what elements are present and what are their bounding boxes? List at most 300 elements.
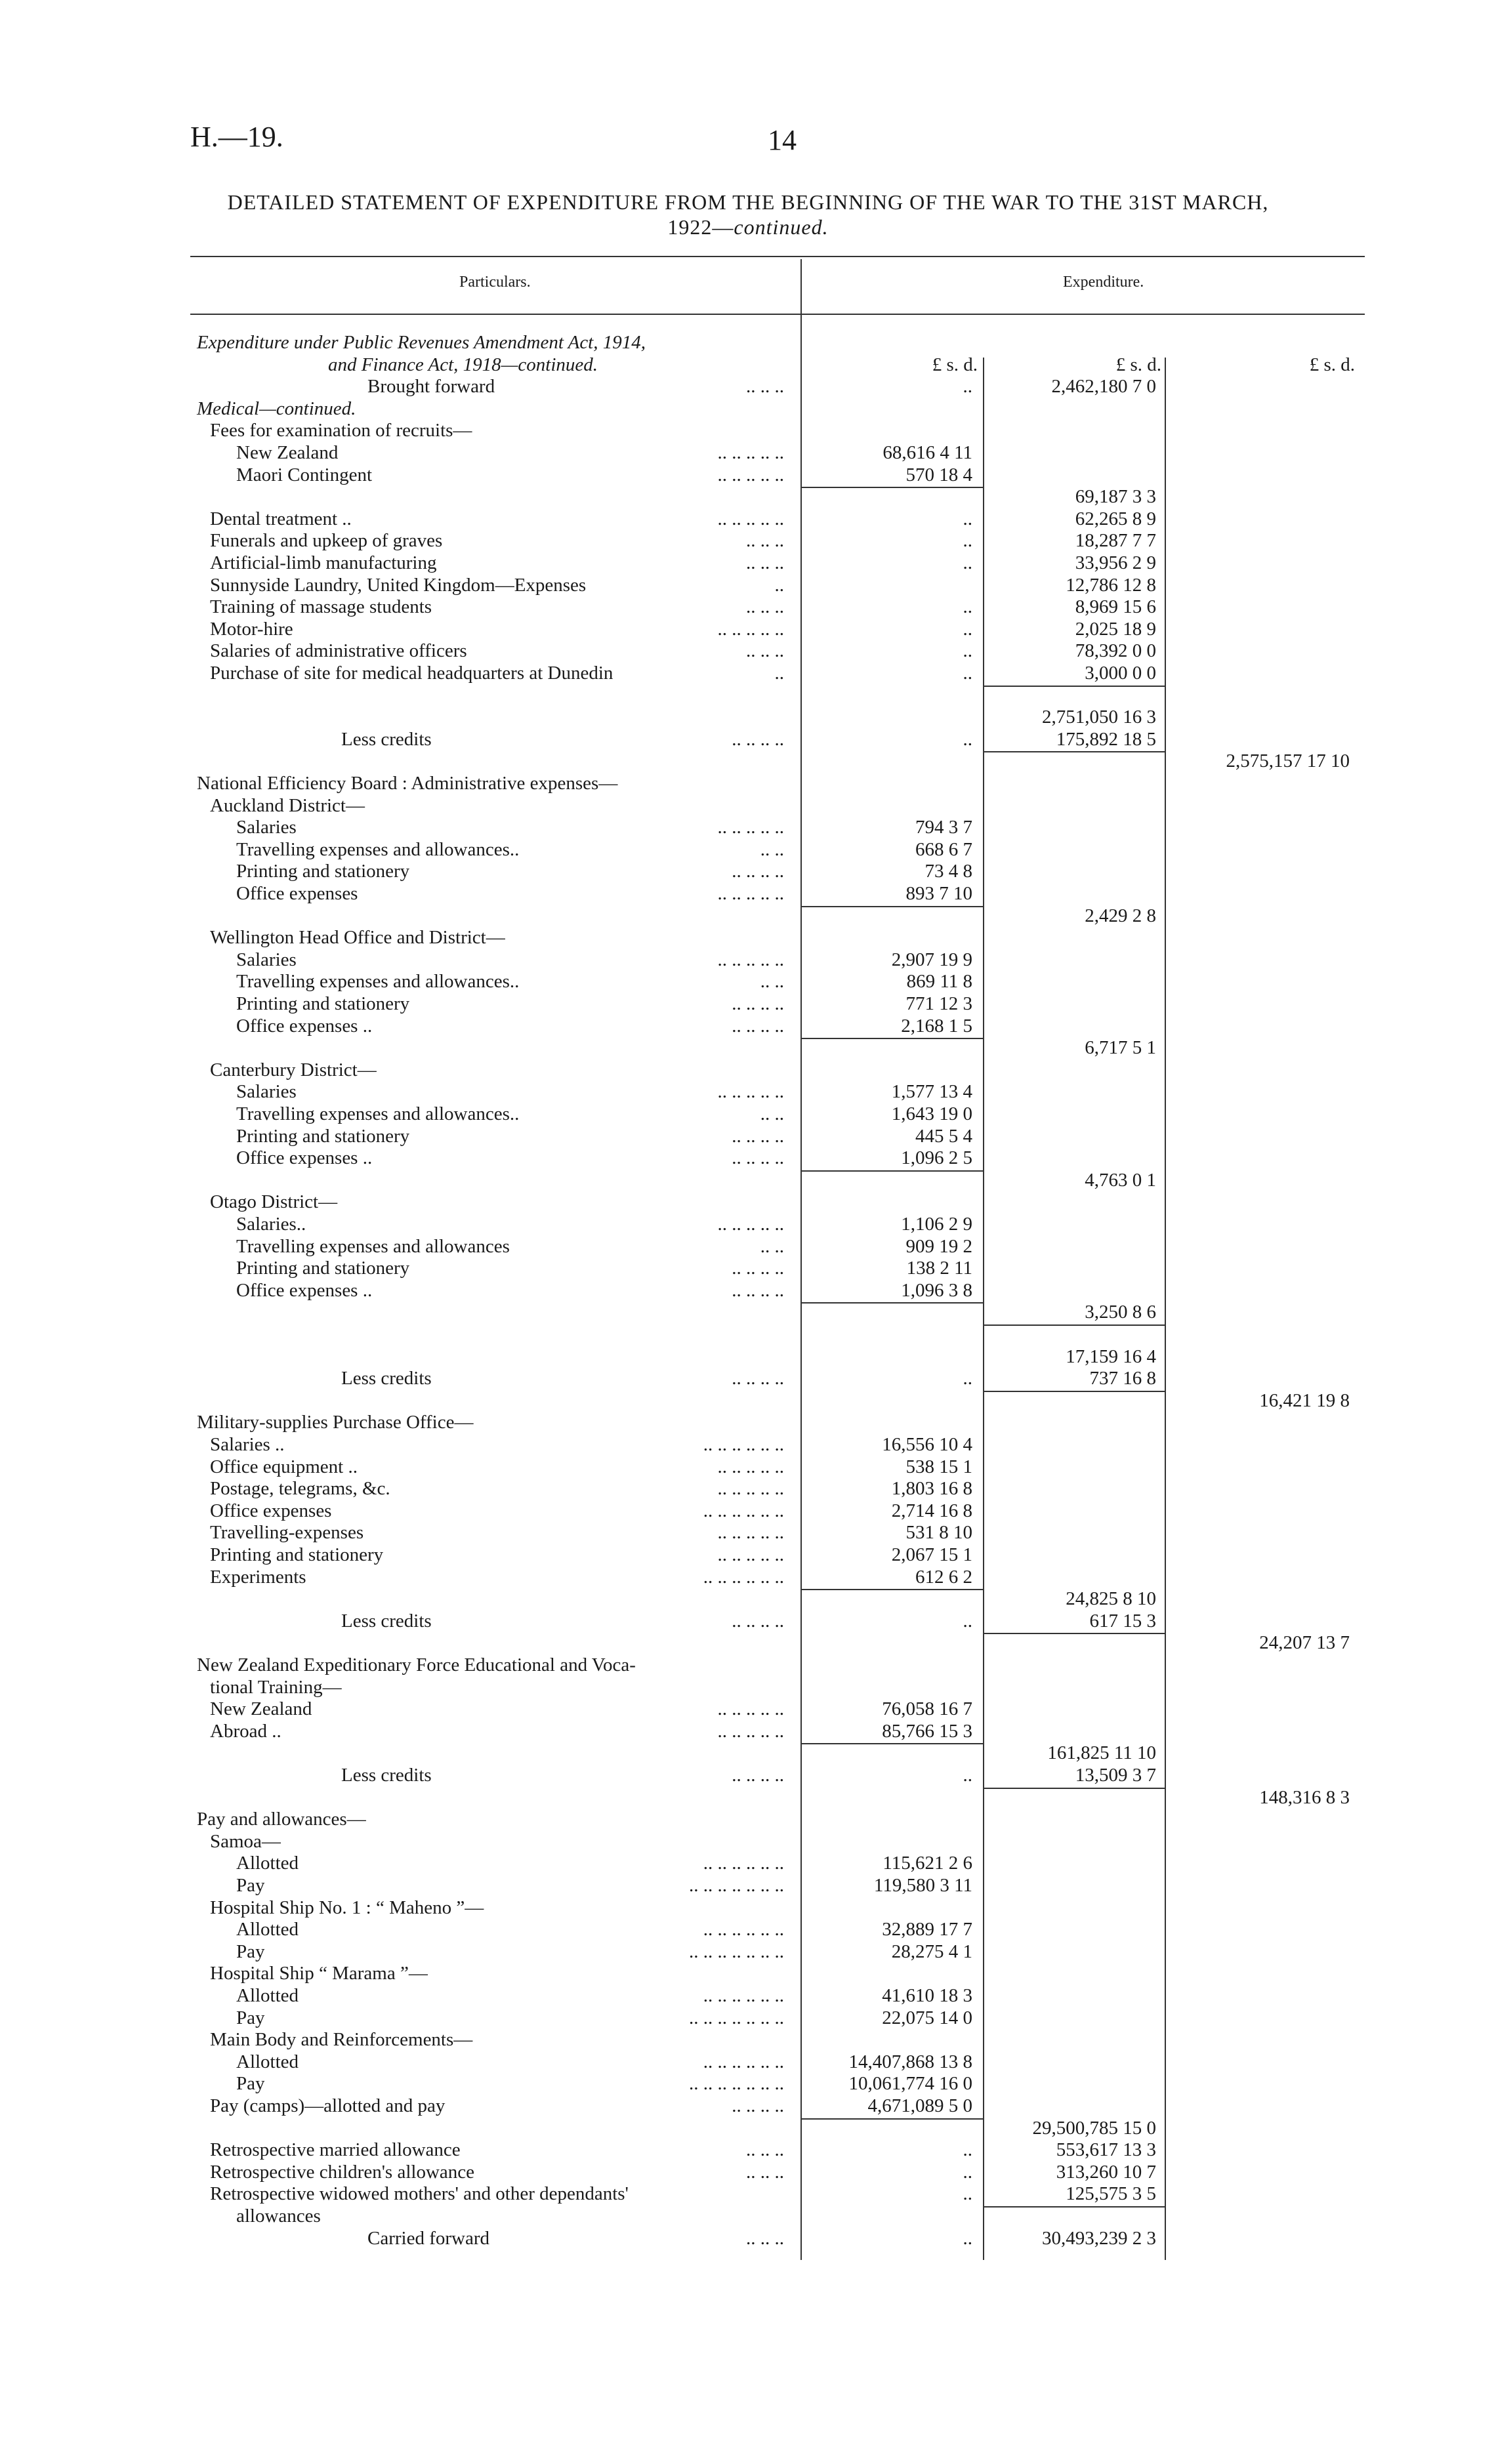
- table-row: [0, 354, 1496, 376]
- row-label: Maori Contingent: [236, 464, 373, 485]
- subtotal-amount: 125,575 3 5: [1066, 2183, 1156, 2205]
- detail-amount: 2,714 16 8: [891, 1500, 972, 1521]
- expenditure-header: Expenditure.: [1063, 274, 1144, 291]
- row-label: Postage, telegrams, &c.: [210, 1478, 390, 1500]
- row-label: Less credits: [341, 728, 432, 750]
- detail-amount: 85,766 15 3: [882, 1720, 972, 1742]
- table-row: [0, 838, 1496, 861]
- detail-amount: ..: [963, 2161, 972, 2183]
- detail-amount: ..: [963, 530, 972, 552]
- row-label: Office expenses ..: [236, 1279, 373, 1301]
- row-label: Main Body and Reinforcements—: [210, 2029, 473, 2051]
- row-label: Travelling expenses and allowances: [236, 1235, 510, 1257]
- row-label: Allotted: [236, 1985, 299, 2006]
- leader-dots: .. .. .. ..: [732, 1279, 784, 1301]
- leader-dots: .. .. .. .. ..: [717, 618, 784, 640]
- leader-dots: .. .. .. .. .. .. ..: [689, 2073, 784, 2095]
- subtotal-amount: 6,717 5 1: [1085, 1037, 1156, 1059]
- detail-amount: 2,168 1 5: [901, 1015, 972, 1037]
- table-row: [0, 2161, 1496, 2183]
- detail-amount: 16,556 10 4: [882, 1434, 972, 1455]
- detail-amount: 445 5 4: [915, 1125, 972, 1147]
- row-label: Expenditure under Public Revenues Amendment Act, 1914,: [197, 332, 646, 353]
- row-label: Hospital Ship No. 1 : “ Maheno ”—: [210, 1897, 484, 1918]
- row-label: Hospital Ship “ Marama ”—: [210, 1963, 428, 1984]
- leader-dots: .. .. .. .. ..: [717, 1698, 784, 1720]
- detail-amount: ..: [963, 728, 972, 750]
- leader-dots: .. .. .. .. .. .. ..: [689, 2007, 784, 2028]
- row-label: Printing and stationery: [210, 1544, 384, 1565]
- row-label: Salaries: [236, 1081, 297, 1103]
- leader-dots: .. .. .. .. ..: [717, 464, 784, 485]
- leader-dots: .. ..: [760, 971, 784, 993]
- leader-dots: .. .. .. ..: [732, 1368, 784, 1389]
- leader-dots: .. .. .. ..: [732, 1015, 784, 1037]
- row-label: Dental treatment ..: [210, 508, 352, 529]
- row-label: Office expenses: [210, 1500, 332, 1521]
- table-row: [0, 1213, 1496, 1235]
- table-row: [0, 1345, 1496, 1368]
- table-row: [0, 1080, 1496, 1103]
- detail-amount: ..: [963, 1610, 972, 1632]
- row-label: Carried forward: [367, 2227, 489, 2249]
- row-label: Salaries: [236, 949, 297, 970]
- table-row: [0, 508, 1496, 530]
- detail-amount: 68,616 4 11: [883, 442, 972, 463]
- subtotal-amount: 2,462,180 7 0: [1051, 376, 1156, 398]
- total-amount: 2,575,157 17 10: [1226, 750, 1350, 772]
- detail-amount: 893 7 10: [905, 883, 972, 904]
- table-row: [0, 949, 1496, 971]
- subtotal-amount: 2,751,050 16 3: [1042, 707, 1156, 728]
- row-label: Salaries..: [236, 1214, 306, 1235]
- subtotal-amount: 3,250 8 6: [1085, 1302, 1156, 1323]
- leader-dots: .. .. .. .. ..: [717, 442, 784, 463]
- leader-dots: .. .. .. ..: [732, 1258, 784, 1279]
- table-row: [0, 1037, 1496, 1059]
- row-label: Retrospective widowed mothers' and other dependants': [210, 2183, 629, 2205]
- detail-amount: ..: [963, 508, 972, 529]
- leader-dots: .. .. .. ..: [732, 1147, 784, 1169]
- table-row: [0, 2051, 1496, 2073]
- row-label: Auckland District—: [210, 794, 365, 816]
- table-row: [0, 1676, 1496, 1698]
- pence-label: d.: [1147, 354, 1161, 375]
- row-label: Wellington Head Office and District—: [210, 927, 505, 949]
- leader-dots: .. .. .. ..: [732, 1765, 784, 1786]
- table-row: [0, 1874, 1496, 1897]
- total-amount: 16,421 19 8: [1259, 1389, 1350, 1411]
- currency-header-c1: [806, 354, 978, 376]
- detail-amount: 1,096 2 5: [901, 1147, 972, 1169]
- row-label: Travelling expenses and allowances..: [236, 971, 520, 993]
- shillings-label: s.: [1323, 354, 1336, 375]
- row-label: Brought forward: [367, 376, 495, 398]
- row-label: New Zealand: [210, 1698, 312, 1720]
- detail-amount: 1,096 3 8: [901, 1279, 972, 1301]
- detail-amount: 28,275 4 1: [891, 1940, 972, 1962]
- table-row: [0, 2205, 1496, 2227]
- table-row: [0, 1015, 1496, 1037]
- detail-amount: 668 6 7: [915, 838, 972, 860]
- row-label: Travelling expenses and allowances..: [236, 838, 520, 860]
- table-row: [0, 1279, 1496, 1302]
- subtotal-amount: 69,187 3 3: [1075, 486, 1156, 508]
- table-row: [0, 596, 1496, 618]
- detail-amount: 1,803 16 8: [891, 1478, 972, 1500]
- leader-dots: .. .. .. .. ..: [717, 883, 784, 904]
- leader-dots: .. .. .. .. ..: [717, 1478, 784, 1500]
- table-row: [0, 1610, 1496, 1632]
- row-label: Military-supplies Purchase Office—: [197, 1412, 474, 1433]
- row-label: Otago District—: [210, 1191, 338, 1213]
- row-label: Allotted: [236, 1919, 299, 1940]
- row-label: Funerals and upkeep of graves: [210, 530, 443, 552]
- table-row: [0, 331, 1496, 354]
- subtotal-amount: 62,265 8 9: [1075, 508, 1156, 529]
- leader-dots: .. .. .. .. .. ..: [703, 1500, 784, 1521]
- row-label: Samoa—: [210, 1830, 281, 1852]
- table-row: [0, 1191, 1496, 1213]
- header-rule: [190, 314, 1365, 315]
- detail-amount: ..: [963, 2183, 972, 2205]
- table-row: [0, 2028, 1496, 2051]
- detail-amount: ..: [963, 596, 972, 618]
- pence-label: d.: [963, 354, 978, 375]
- subtotal-amount: 24,825 8 10: [1066, 1588, 1156, 1610]
- title-continued: continued.: [734, 215, 829, 239]
- row-label: National Efficiency Board : Administrative expenses—: [197, 773, 618, 794]
- row-label: Less credits: [341, 1765, 432, 1786]
- particulars-header: Particulars.: [459, 274, 531, 291]
- detail-amount: 10,061,774 16 0: [848, 2073, 972, 2095]
- detail-amount: ..: [963, 376, 972, 398]
- table-row: [0, 1169, 1496, 1191]
- table-row: [0, 1323, 1496, 1345]
- table-row: [0, 1389, 1496, 1412]
- leader-dots: .. .. .. .. ..: [717, 1720, 784, 1742]
- leader-dots: .. .. .. ..: [732, 1125, 784, 1147]
- table-row: [0, 1257, 1496, 1279]
- detail-amount: 41,610 18 3: [882, 1985, 972, 2006]
- table-row: [0, 1632, 1496, 1654]
- row-label: Printing and stationery: [236, 1258, 410, 1279]
- detail-amount: 138 2 11: [906, 1258, 972, 1279]
- table-row: [0, 441, 1496, 464]
- table-row: [0, 1433, 1496, 1456]
- table-row: [0, 662, 1496, 684]
- row-label: Travelling expenses and allowances..: [236, 1103, 520, 1124]
- subtotal-amount: 617 15 3: [1089, 1610, 1156, 1632]
- table-row: [0, 2007, 1496, 2029]
- row-label: Less credits: [341, 1610, 432, 1632]
- table-row: [0, 816, 1496, 838]
- subtotal-amount: 2,025 18 9: [1075, 618, 1156, 640]
- detail-amount: 73 4 8: [925, 861, 972, 882]
- row-label: Pay: [236, 2007, 265, 2028]
- row-label: New Zealand Expeditionary Force Educational and Voca-: [197, 1654, 636, 1675]
- detail-amount: 612 6 2: [915, 1566, 972, 1588]
- row-label: Abroad ..: [210, 1720, 281, 1742]
- row-label: Office expenses ..: [236, 1015, 373, 1037]
- leader-dots: .. .. ..: [746, 2161, 784, 2183]
- row-label: Printing and stationery: [236, 1125, 410, 1147]
- subtotal-amount: 553,617 13 3: [1056, 2139, 1156, 2161]
- detail-amount: 909 19 2: [905, 1235, 972, 1257]
- table-row: [0, 1654, 1496, 1676]
- table-row: [0, 993, 1496, 1015]
- leader-dots: .. .. .. .. ..: [717, 1081, 784, 1103]
- table-row: [0, 574, 1496, 596]
- table-row: [0, 1059, 1496, 1081]
- leader-dots: .. .. .. .. .. ..: [703, 2051, 784, 2072]
- table-row: [0, 1764, 1496, 1786]
- table-row: [0, 2072, 1496, 2095]
- table-row: [0, 419, 1496, 441]
- detail-amount: 2,907 19 9: [891, 949, 972, 970]
- table-row: [0, 1808, 1496, 1830]
- detail-amount: 1,577 13 4: [891, 1081, 972, 1103]
- row-label: Retrospective married allowance: [210, 2139, 461, 2161]
- table-row: [0, 1456, 1496, 1478]
- table-row: [0, 1411, 1496, 1433]
- table-row: [0, 618, 1496, 640]
- pound-sign: £: [1115, 354, 1126, 375]
- shillings-label: s.: [946, 354, 959, 375]
- row-label: Motor-hire: [210, 618, 293, 640]
- detail-amount: 869 11 8: [906, 971, 972, 993]
- table-row: [0, 970, 1496, 993]
- detail-amount: 1,106 2 9: [901, 1214, 972, 1235]
- table-row: [0, 398, 1496, 420]
- row-label: Fees for examination of recruits—: [210, 420, 472, 441]
- detail-amount: ..: [963, 663, 972, 684]
- table-row: [0, 882, 1496, 905]
- leader-dots: .. .. .. .. ..: [717, 1214, 784, 1235]
- total-amount: 24,207 13 7: [1259, 1632, 1350, 1654]
- leader-dots: .. .. .. ..: [732, 2095, 784, 2116]
- statement-title-continued: [0, 215, 1496, 239]
- subtotal-amount: 4,763 0 1: [1085, 1169, 1156, 1191]
- row-label: Pay (camps)—allotted and pay: [210, 2095, 446, 2116]
- row-label: Salaries of administrative officers: [210, 640, 467, 662]
- detail-amount: ..: [963, 2227, 972, 2249]
- leader-dots: .. .. .. .. ..: [717, 1544, 784, 1565]
- table-row: [0, 1367, 1496, 1389]
- row-label: Allotted: [236, 1853, 299, 1874]
- subtotal-amount: 313,260 10 7: [1056, 2161, 1156, 2183]
- row-label: Experiments: [210, 1566, 306, 1588]
- table-row: [0, 1500, 1496, 1522]
- table-row: [0, 750, 1496, 772]
- leader-dots: ..: [774, 663, 784, 684]
- subtotal-amount: 18,287 7 7: [1075, 530, 1156, 552]
- subtotal-amount: 3,000 0 0: [1085, 663, 1156, 684]
- table-row: [0, 684, 1496, 707]
- table-row: [0, 1918, 1496, 1940]
- table-row: [0, 2227, 1496, 2249]
- table-row: [0, 1786, 1496, 1809]
- detail-amount: 570 18 4: [905, 464, 972, 485]
- row-label: Printing and stationery: [236, 861, 410, 882]
- row-label: Travelling-expenses: [210, 1522, 364, 1544]
- row-label: and Finance Act, 1918—continued.: [328, 354, 598, 375]
- subtotal-amount: 78,392 0 0: [1075, 640, 1156, 662]
- title-year: 1922—: [667, 215, 734, 239]
- row-label: Salaries ..: [210, 1434, 285, 1455]
- pence-label: d.: [1340, 354, 1355, 375]
- subtotal-amount: 737 16 8: [1089, 1368, 1156, 1389]
- table-row: [0, 464, 1496, 486]
- table-row: [0, 1103, 1496, 1125]
- detail-amount: ..: [963, 618, 972, 640]
- currency-header-c2: [989, 354, 1161, 376]
- subtotal-amount: 30,493,239 2 3: [1042, 2227, 1156, 2249]
- row-label: Pay: [236, 2073, 265, 2095]
- table-row: [0, 1125, 1496, 1147]
- detail-amount: 794 3 7: [915, 817, 972, 838]
- leader-dots: .. .. .. ..: [732, 728, 784, 750]
- top-rule: [190, 256, 1365, 257]
- pound-sign: £: [1309, 354, 1319, 375]
- row-label: Canterbury District—: [210, 1059, 377, 1080]
- detail-amount: 119,580 3 11: [873, 1875, 972, 1896]
- leader-dots: .. .. ..: [746, 2139, 784, 2161]
- table-row: [0, 1984, 1496, 2007]
- table-row: [0, 485, 1496, 508]
- subtotal-amount: 8,969 15 6: [1075, 596, 1156, 618]
- table-row: [0, 706, 1496, 728]
- table-row: [0, 2095, 1496, 2117]
- detail-amount: 22,075 14 0: [882, 2007, 972, 2028]
- leader-dots: .. .. ..: [746, 552, 784, 573]
- shillings-label: s.: [1130, 354, 1142, 375]
- detail-amount: ..: [963, 1765, 972, 1786]
- table-row: [0, 1852, 1496, 1874]
- leader-dots: .. .. .. .. ..: [717, 1522, 784, 1544]
- detail-amount: 531 8 10: [905, 1522, 972, 1544]
- subtotal-amount: 33,956 2 9: [1075, 552, 1156, 573]
- table-row: [0, 1566, 1496, 1588]
- table-row: [0, 860, 1496, 882]
- row-label: Artificial-limb manufacturing: [210, 552, 437, 573]
- table-row: [0, 2183, 1496, 2205]
- table-row: [0, 728, 1496, 750]
- leader-dots: .. ..: [760, 1103, 784, 1124]
- detail-amount: 115,621 2 6: [883, 1853, 972, 1874]
- table-row: [0, 2117, 1496, 2139]
- row-label: Sunnyside Laundry, United Kingdom—Expenses: [210, 574, 587, 596]
- row-label: Pay: [236, 1940, 265, 1962]
- row-label: Allotted: [236, 2051, 299, 2072]
- total-amount: 148,316 8 3: [1259, 1786, 1350, 1808]
- table-row: [0, 640, 1496, 662]
- leader-dots: ..: [774, 574, 784, 596]
- leader-dots: .. .. .. .. ..: [717, 1456, 784, 1477]
- row-label: Salaries: [236, 817, 297, 838]
- detail-amount: ..: [963, 2139, 972, 2161]
- row-label: allowances: [236, 2206, 321, 2227]
- leader-dots: .. .. ..: [746, 596, 784, 618]
- table-row: [0, 1698, 1496, 1720]
- table-row: [0, 375, 1496, 398]
- leader-dots: .. .. ..: [746, 2227, 784, 2249]
- row-label: Less credits: [341, 1368, 432, 1389]
- leader-dots: .. .. .. .. ..: [717, 817, 784, 838]
- table-row: [0, 1301, 1496, 1323]
- row-label: Medical—continued.: [197, 398, 356, 419]
- row-label: Purchase of site for medical headquarters at Dunedin: [210, 663, 613, 684]
- table-row: [0, 1897, 1496, 1919]
- currency-header-c3: [1183, 354, 1355, 376]
- leader-dots: .. .. .. .. .. .. ..: [689, 1940, 784, 1962]
- subtotal-amount: 17,159 16 4: [1066, 1345, 1156, 1367]
- detail-amount: 14,407,868 13 8: [848, 2051, 972, 2072]
- leader-dots: .. .. .. .. .. ..: [703, 1434, 784, 1455]
- leader-dots: .. .. ..: [746, 640, 784, 662]
- table-row: [0, 529, 1496, 552]
- leader-dots: .. .. .. ..: [732, 861, 784, 882]
- detail-amount: 2,067 15 1: [891, 1544, 972, 1565]
- table-row: [0, 2139, 1496, 2161]
- detail-amount: 771 12 3: [905, 993, 972, 1014]
- table-row: [0, 1940, 1496, 1963]
- table-row: [0, 1477, 1496, 1500]
- table-row: [0, 1147, 1496, 1169]
- subtotal-amount: 12,786 12 8: [1066, 574, 1156, 596]
- detail-amount: 76,058 16 7: [882, 1698, 972, 1720]
- detail-amount: 538 15 1: [905, 1456, 972, 1477]
- detail-amount: ..: [963, 552, 972, 573]
- leader-dots: .. .. .. .. .. .. ..: [689, 1875, 784, 1896]
- row-label: Office expenses: [236, 883, 358, 904]
- subtotal-amount: 161,825 11 10: [1047, 1742, 1156, 1764]
- leader-dots: .. .. .. .. .. ..: [703, 1919, 784, 1940]
- table-row: [0, 1830, 1496, 1853]
- table-row: [0, 926, 1496, 949]
- leader-dots: .. .. .. .. .. ..: [703, 1853, 784, 1874]
- leader-dots: .. .. .. .. .. ..: [703, 1985, 784, 2006]
- subtotal-amount: 175,892 18 5: [1056, 728, 1156, 750]
- detail-amount: 32,889 17 7: [882, 1919, 972, 1940]
- table-row: [0, 1235, 1496, 1258]
- row-label: Office equipment ..: [210, 1456, 358, 1477]
- table-row: [0, 1742, 1496, 1764]
- table-row: [0, 1588, 1496, 1610]
- table-row: [0, 794, 1496, 817]
- detail-amount: ..: [963, 1368, 972, 1389]
- statement-title: DETAILED STATEMENT OF EXPENDITURE FROM THE BEGINNING OF THE WAR TO THE 31ST MARCH,: [227, 190, 1269, 214]
- table-row: [0, 552, 1496, 574]
- table-row: [0, 1720, 1496, 1742]
- leader-dots: .. ..: [760, 1235, 784, 1257]
- leader-dots: .. .. .. .. ..: [717, 949, 784, 970]
- row-label: Printing and stationery: [236, 993, 410, 1014]
- pound-sign: £: [932, 354, 942, 375]
- table-row: [0, 1544, 1496, 1566]
- row-label: Retrospective children's allowance: [210, 2161, 475, 2183]
- leader-dots: .. .. ..: [746, 530, 784, 552]
- table-row: [0, 905, 1496, 927]
- row-label: New Zealand: [236, 442, 339, 463]
- row-label: tional Training—: [210, 1676, 342, 1698]
- subtotal-amount: 2,429 2 8: [1085, 905, 1156, 926]
- table-row: [0, 1962, 1496, 1984]
- row-label: Pay and allowances—: [197, 1809, 366, 1830]
- table-row: [0, 1521, 1496, 1544]
- document-id: H.—19.: [190, 121, 283, 153]
- subtotal-amount: 29,500,785 15 0: [1032, 2117, 1156, 2139]
